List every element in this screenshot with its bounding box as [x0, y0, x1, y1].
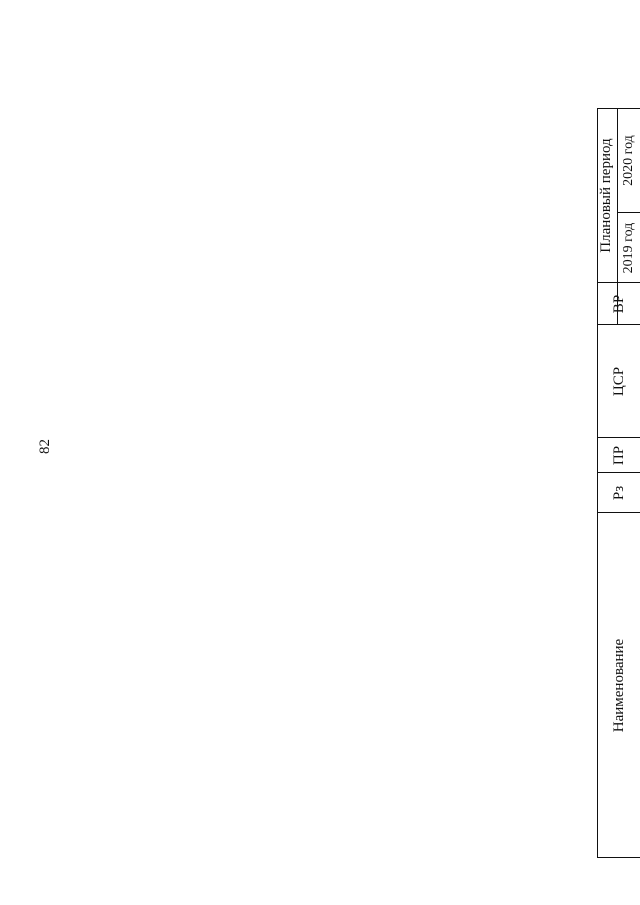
header-pr: ПР — [611, 445, 627, 466]
header-vr: ВР — [611, 294, 627, 314]
header-rz: Рз — [611, 485, 627, 501]
header-year-2019: 2019 год — [621, 222, 636, 274]
page-number: 82 — [37, 439, 53, 454]
header-csr: ЦСР — [611, 366, 627, 397]
header-year-2020: 2020 год — [621, 135, 636, 186]
header-name: Наименование — [611, 638, 627, 733]
budget-table — [597, 108, 640, 858]
header-plan-period: Плановый период — [598, 138, 614, 253]
